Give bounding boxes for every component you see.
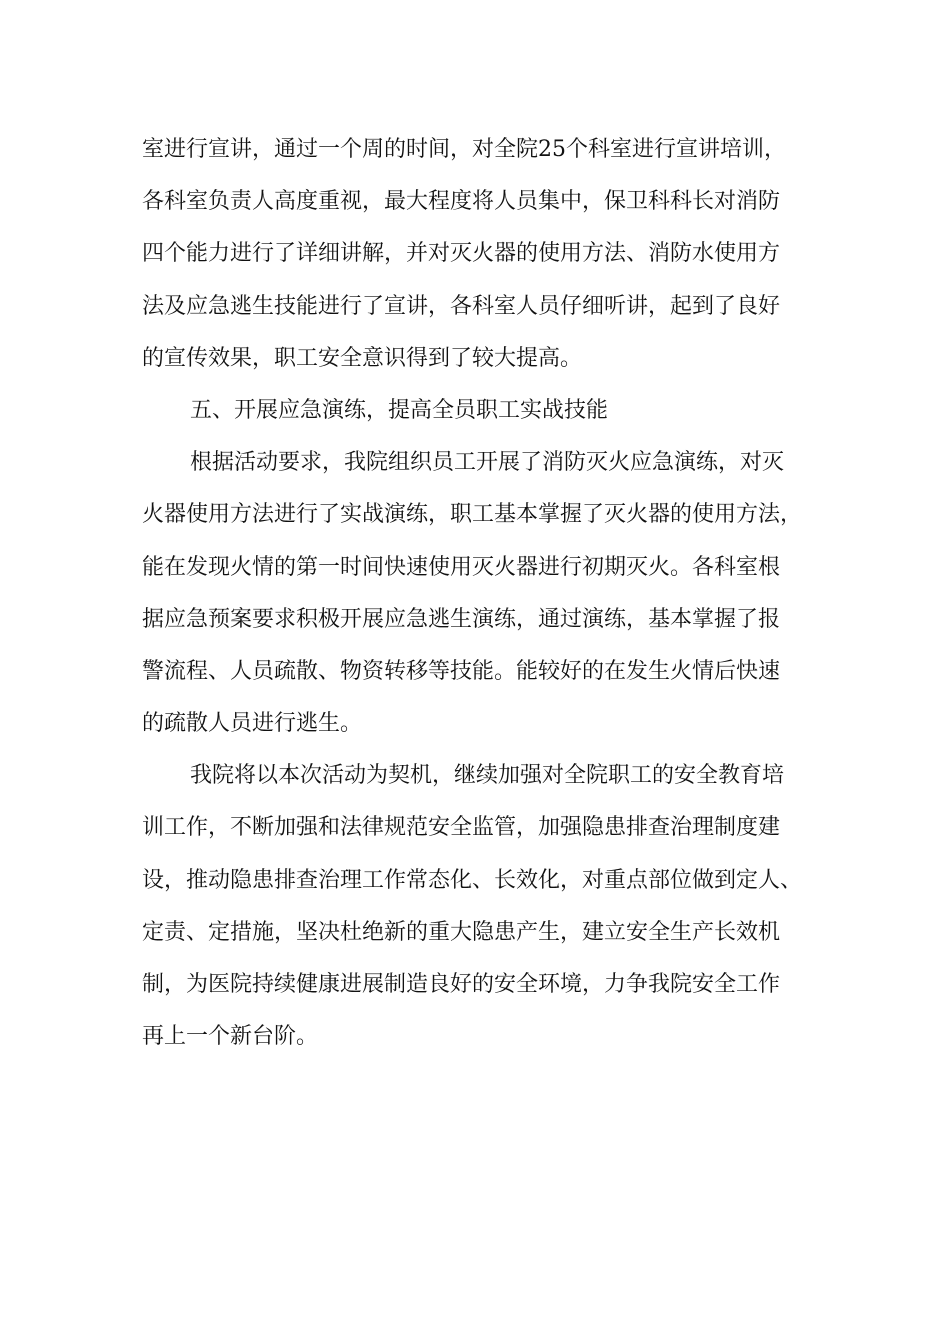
text-line: 各科室负责人高度重视，最大程度将人员集中，保卫科科长对消防 bbox=[142, 189, 781, 215]
text-line: 火器使用方法进行了实战演练，职工基本掌握了灭火器的使用方法， bbox=[142, 502, 803, 528]
text-line: 设，推动隐患排查治理工作常态化、长效化，对重点部位做到定人、 bbox=[142, 867, 803, 893]
section-heading: 五、开展应急演练，提高全员职工实战技能 bbox=[190, 397, 609, 423]
document-body bbox=[142, 124, 842, 1063]
text-line: 训工作，不断加强和法律规范安全监管，加强隐患排查治理制度建 bbox=[142, 815, 781, 841]
text-line: 室进行宣讲，通过一个周的时间，对全院25个科室进行宣讲培训， bbox=[142, 137, 786, 162]
text-line: 的宣传效果，职工安全意识得到了较大提高。 bbox=[142, 345, 583, 371]
text-line: 能在发现火情的第一时间快速使用灭火器进行初期灭火。各科室根 bbox=[142, 554, 781, 580]
text-line: 的疏散人员进行逃生。 bbox=[142, 711, 363, 737]
text-line: 警流程、人员疏散、物资转移等技能。能较好的在发生火情后快速 bbox=[142, 658, 781, 684]
text-line: 制，为医院持续健康进展制造良好的安全环境，力争我院安全工作 bbox=[142, 972, 781, 997]
text-line: 四个能力进行了详细讲解，并对灭火器的使用方法、消防水使用方 bbox=[142, 241, 781, 267]
text-line: 据应急预案要求积极开展应急逃生演练，通过演练，基本掌握了报 bbox=[142, 606, 781, 632]
text-line: 根据活动要求，我院组织员工开展了消防灭火应急演练，对灭 bbox=[190, 450, 785, 476]
text-line: 我院将以本次活动为契机，继续加强对全院职工的安全教育培 bbox=[190, 763, 785, 789]
text-line: 定责、定措施，坚决杜绝新的重大隐患产生，建立安全生产长效机 bbox=[142, 919, 781, 945]
text-line: 法及应急逃生技能进行了宣讲，各科室人员仔细听讲，起到了良好 bbox=[142, 293, 781, 319]
text-line: 再上一个新台阶。 bbox=[142, 1024, 319, 1050]
